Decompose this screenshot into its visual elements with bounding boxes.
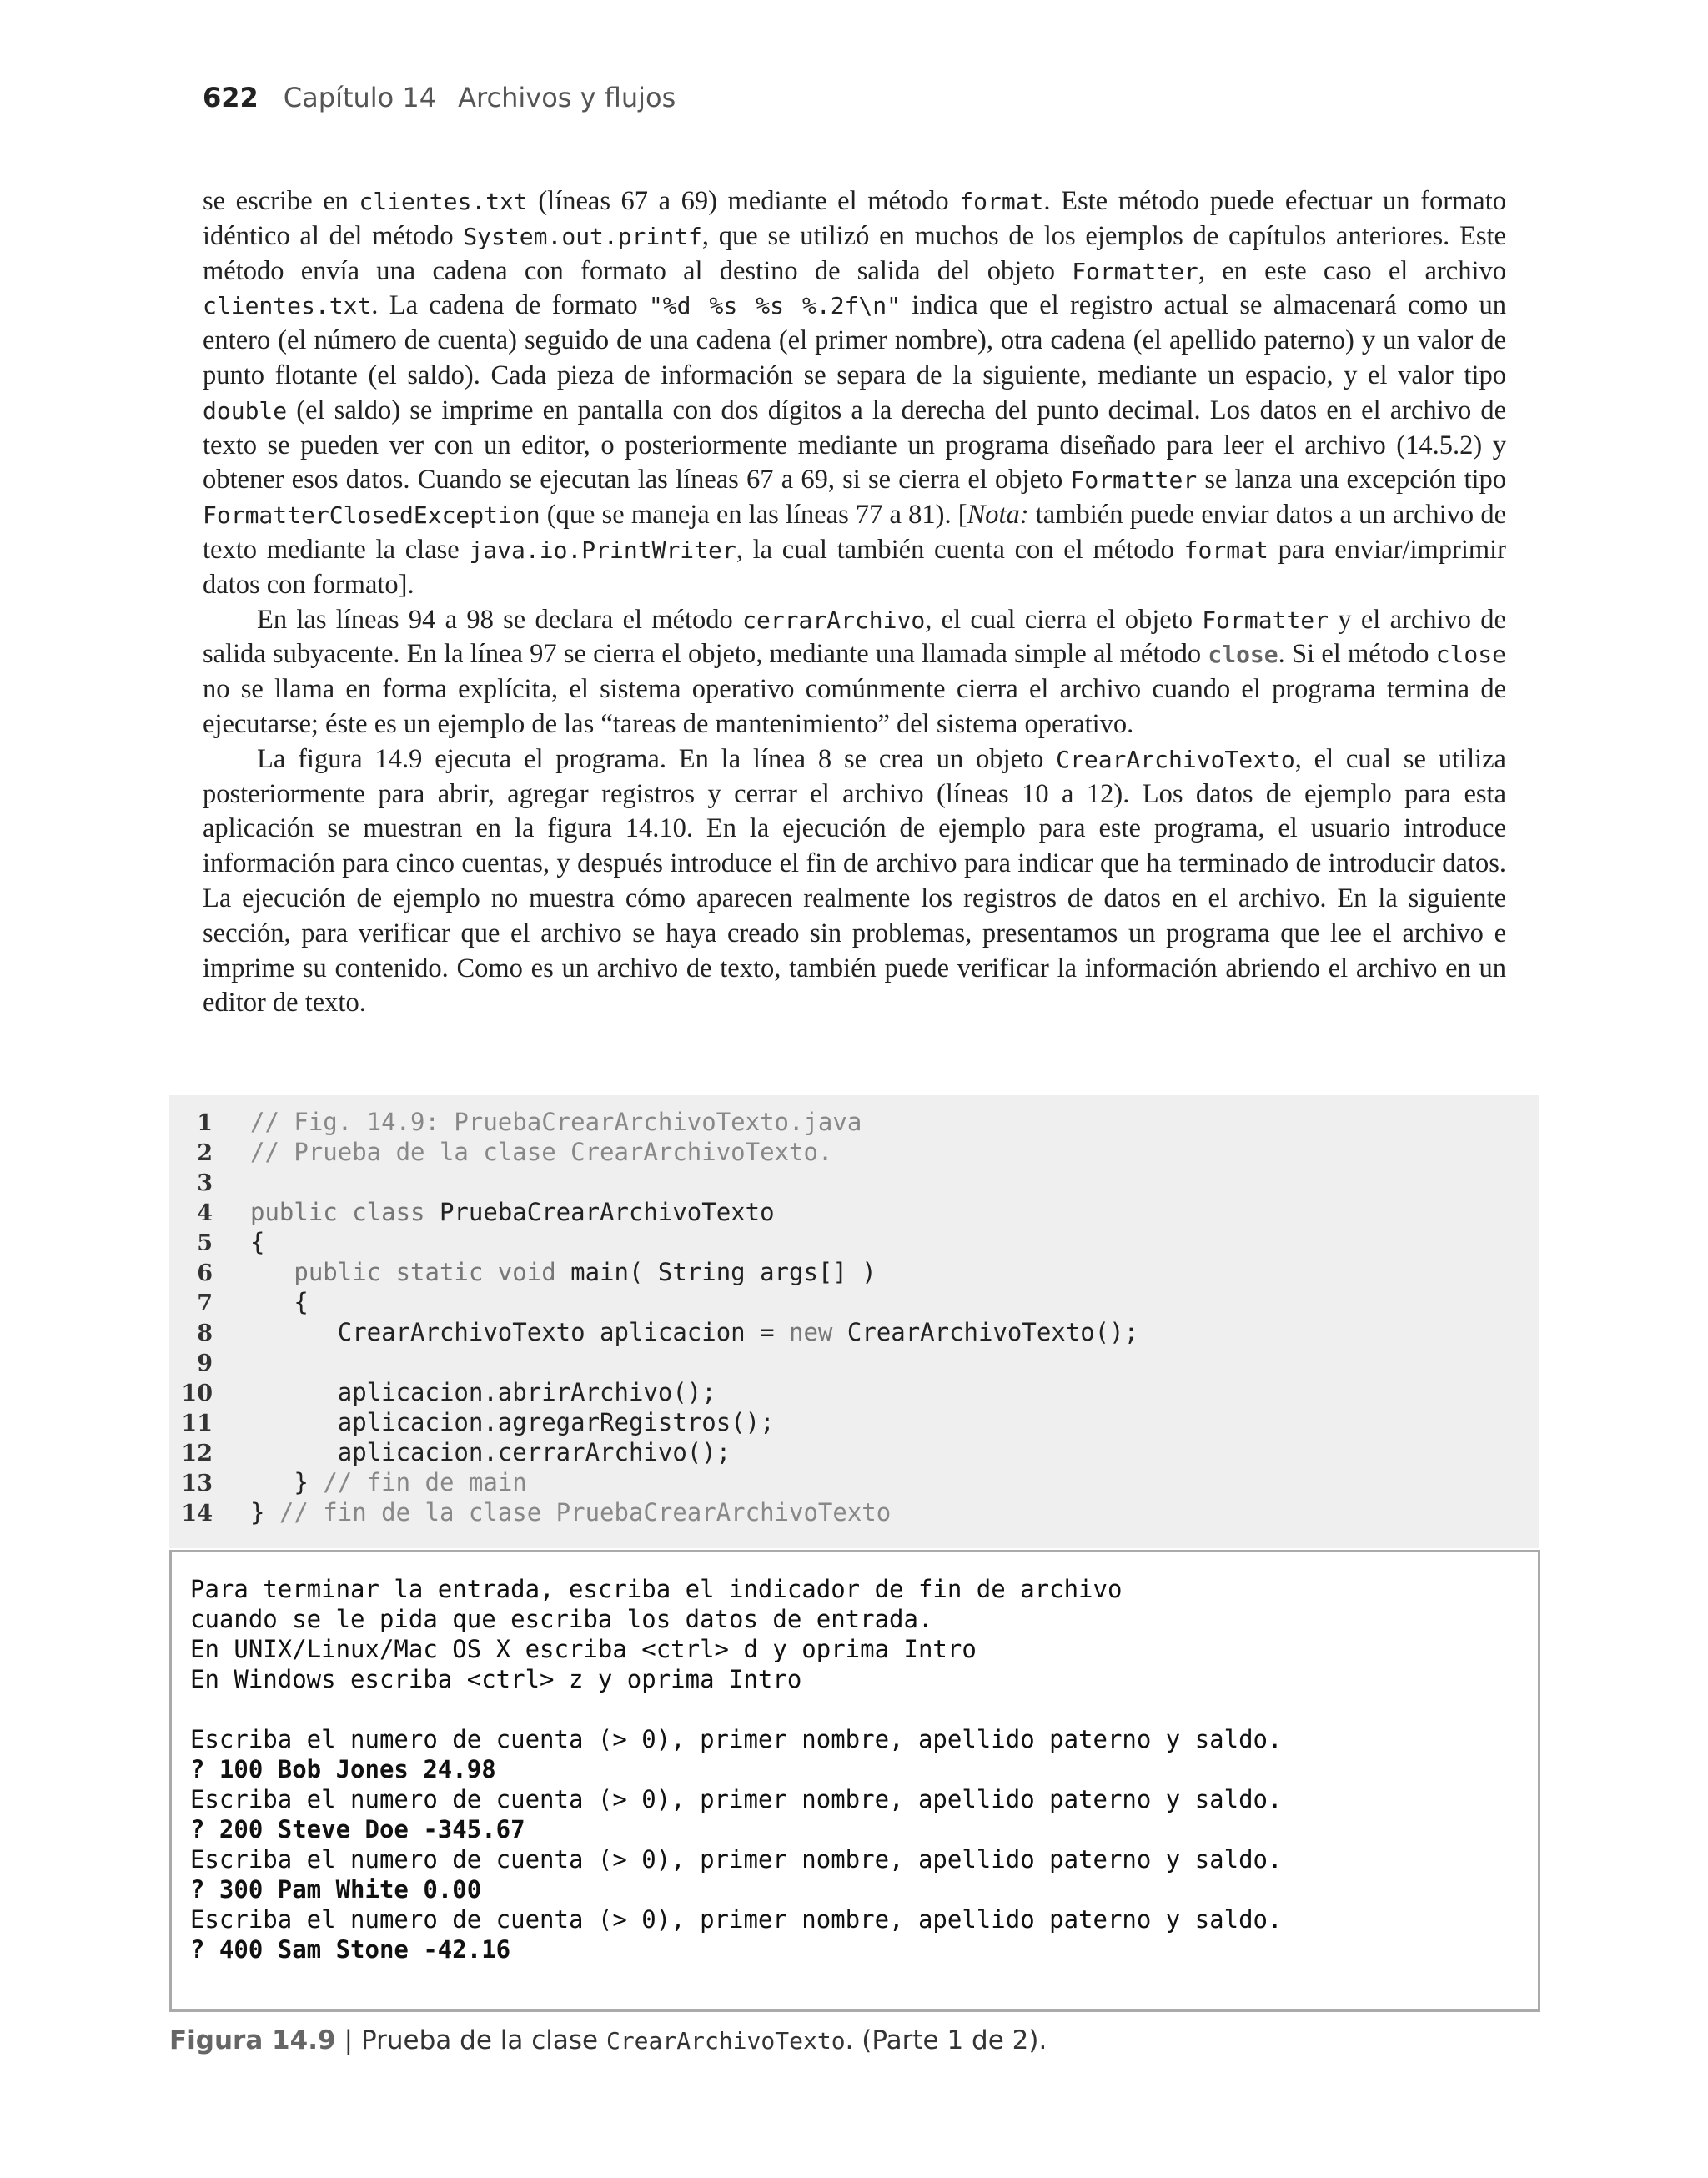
code-line: 3: [197, 1170, 213, 1196]
code-listing: [169, 1095, 1539, 1548]
user-input-line: ? 100 Bob Jones 24.98: [190, 1755, 496, 1783]
chapter-label: Capítulo 14: [283, 82, 437, 113]
code-line: 8 CrearArchivoTexto aplicacion = new CrearArchivoTexto();: [197, 1318, 1139, 1346]
paragraph-2: En las líneas 94 a 98 se declara el método cerrarArchivo, el cual cierra el objeto Formatter y el archivo de salida subyacente. En la línea 97 se cierra el objeto, mediante una llamada simple al método close. Si el método close no se llama en forma explícita, el sistema operativo comúnmente cierra el archivo cuando el programa termina de ejecutarse; éste es un ejemplo de las “tareas de mantenimiento” del sistema operativo.: [203, 604, 1506, 739]
paragraph-1: se escribe en clientes.txt (líneas 67 a 69) mediante el método format. Este método puede efectuar un formato idéntico al del método System.out.printf, que se utilizó en muchos de los ejemplos de capítulos anteriores. Este método envía una cadena con formato al destino de salida del objeto Formatter, en este caso el archivo clientes.txt. La cadena de formato "%d %s %s %.2f\n" indica que el registro actual se almacenará como un entero (el número de cuenta) seguido de una cadena (el primer nombre), otra cadena (el apellido paterno) y un valor de punto flotante (el saldo). Cada pieza de información se separa de la siguiente, mediante un espacio, y el valor tipo double (el saldo) se imprime en pantalla con dos dígitos a la derecha del punto decimal. Los datos en el archivo de texto se pueden ver con un editor, o posteriormente mediante un programa diseñado para leer el archivo (14.5.2) y obtener esos datos. Cuando se ejecutan las líneas 67 a 69, si se cierra el objeto Formatter se lanza una excepción tipo FormatterClosedException (que se maneja en las líneas 77 a 81). [Nota: también puede enviar datos a un archivo de texto mediante la clase java.io.PrintWriter, la cual también cuenta con el método format para enviar/imprimir datos con formato].: [203, 186, 1506, 600]
output-line: En Windows escriba <ctrl> z y oprima Intro: [190, 1665, 802, 1693]
code-line: 11 aplicacion.agregarRegistros();: [181, 1408, 775, 1436]
page-number: 622: [203, 82, 259, 113]
user-input-line: ? 200 Steve Doe -345.67: [190, 1815, 525, 1844]
output-line: Escriba el numero de cuenta (> 0), primer nombre, apellido paterno y saldo.: [190, 1725, 1283, 1753]
body-text: [203, 184, 1506, 1021]
code-line: 14 } // fin de la clase PruebaCrearArchivoTexto: [181, 1498, 892, 1527]
code-line: 6 public static void main( String args[] ): [197, 1258, 877, 1286]
code-line: 12 aplicacion.cerrarArchivo();: [181, 1438, 731, 1466]
user-input-line: ? 400 Sam Stone -42.16: [190, 1935, 511, 1964]
caption-code: CrearArchivoTexto: [605, 2027, 846, 2055]
code-line: 9: [197, 1351, 213, 1376]
code-line: 5 {: [197, 1228, 265, 1256]
output-line: cuando se le pida que escriba los datos de entrada.: [190, 1605, 933, 1633]
program-output: [169, 1550, 1540, 2012]
user-input-line: ? 300 Pam White 0.00: [190, 1875, 482, 1904]
output-line: Escriba el numero de cuenta (> 0), primer nombre, apellido paterno y saldo.: [190, 1905, 1283, 1934]
page-header: [203, 82, 676, 113]
caption-separator: |: [344, 2025, 354, 2055]
chapter-title: Archivos y flujos: [458, 82, 676, 113]
code-line: 13 } // fin de main: [181, 1468, 527, 1496]
figure-caption: [169, 2025, 1047, 2055]
code-line: 10 aplicacion.abrirArchivo();: [181, 1378, 716, 1406]
paragraph-3: La figura 14.9 ejecuta el programa. En la línea 8 se crea un objeto CrearArchivoTexto, el cual se utiliza posteriormente para abrir, agregar registros y cerrar el archivo (líneas 10 a 12). Los datos de ejemplo para esta aplicación se muestran en la figura 14.10. En la ejecución de ejemplo para este programa, el usuario introduce información para cinco cuentas, y después introduce el fin de archivo para indicar que ha terminado de introducir datos. La ejecución de ejemplo no muestra cómo aparecen realmente los registros de datos en el archivo. En la siguiente sección, para verificar que el archivo se haya creado sin problemas, presentamos un programa que lee el archivo e imprime su contenido. Como es un archivo de texto, también puede verificar la información abriendo el archivo en un editor de texto.: [203, 743, 1506, 1019]
code-line: 4 public class PruebaCrearArchivoTexto: [197, 1198, 775, 1226]
output-line: Escriba el numero de cuenta (> 0), primer nombre, apellido paterno y saldo.: [190, 1845, 1283, 1874]
output-line: Escriba el numero de cuenta (> 0), primer nombre, apellido paterno y saldo.: [190, 1785, 1283, 1813]
code-line: 2 // Prueba de la clase CrearArchivoTexto.: [197, 1138, 833, 1166]
caption-text-end: . (Parte 1 de 2).: [845, 2025, 1047, 2055]
caption-text: Prueba de la clase: [361, 2025, 606, 2055]
output-line: En UNIX/Linux/Mac OS X escriba <ctrl> d y oprima Intro: [190, 1635, 977, 1663]
figure-label: Figura 14.9: [169, 2025, 336, 2055]
code-line: 1 // Fig. 14.9: PruebaCrearArchivoTexto.java: [197, 1108, 862, 1136]
output-line: Para terminar la entrada, escriba el indicador de fin de archivo: [190, 1575, 1123, 1603]
code-line: 7 {: [197, 1288, 309, 1316]
